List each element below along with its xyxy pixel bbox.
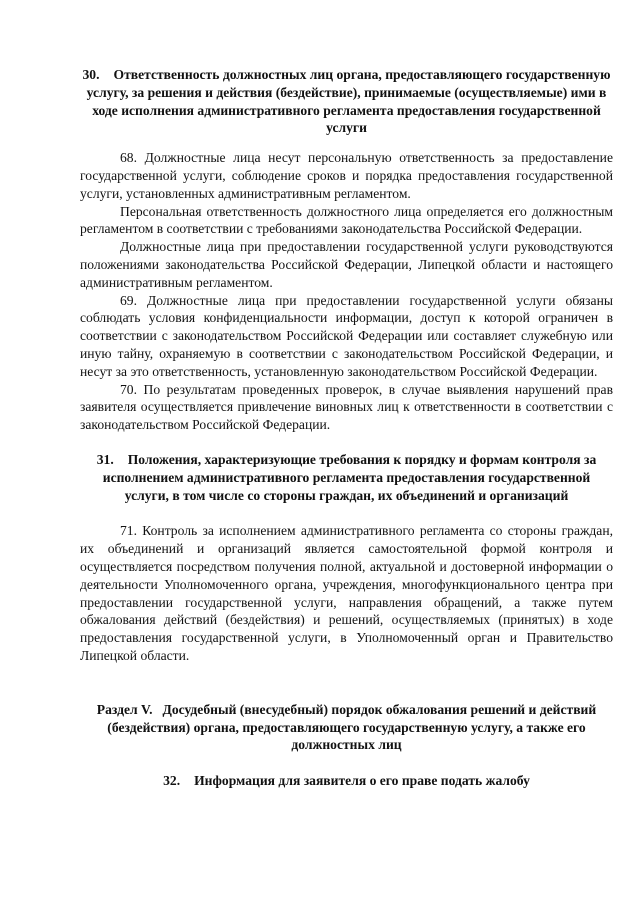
section-30-number: 30. <box>82 67 100 82</box>
section-31-title: Положения, характеризующие требования к порядку и формам контроля за исполнением административного регламента предоставления государственной услуги, в том числе со стороны граждан, их объединений и организаций <box>102 451 597 503</box>
section-31-number: 31. <box>96 451 114 467</box>
paragraph-68-guidance: Должностные лица при предоставлении государственной услуги руководствуются положениями законодательства Российской Федерации, Липецкой области и настоящего административным регламентом. <box>80 239 613 290</box>
section-30-heading <box>80 66 613 137</box>
chapter-v-label: Раздел V. <box>96 701 153 717</box>
paragraph-70: 70. По результатам проведенных проверок, в случае выявления нарушений прав заявителя осуществляется привлечение виновных лиц к ответственности в соответствии с законодательством Российской Федерации. <box>80 381 613 433</box>
section-31-heading <box>80 451 613 504</box>
section-30-title: Ответственность должностных лиц органа, предоставляющего государственную услугу, за решения и действия (бездействие), принимаемые (осуществляемые) ими в ходе исполнения административного регламента предоставления государственной услуги <box>86 67 611 136</box>
chapter-v-heading <box>80 701 613 754</box>
paragraph-71: 71. Контроль за исполнением административного регламента со стороны граждан, их объединений и организаций является самостоятельной формой контроля и осуществляется посредством получения полной, актуальной и достоверной информации о деятельности Уполномоченного органа, учреждения, многофункционального центра при предоставлении государственной услуги, направления обращений, а также путем обжалования действий (бездействия) и решений, осуществляемых (принятых) в ходе предоставления государственной услуги, в Уполномоченный орган и Правительство Липецкой области. <box>80 523 613 663</box>
chapter-v-title: Досудебный (внесудебный) порядок обжалования решений и действий (бездействия) органа, предоставляющего государственную услугу, а также его должностных лиц <box>107 701 597 753</box>
paragraph-69: 69. Должностные лица при предоставлении государственной услуги обязаны соблюдать условия конфиденциальности информации, доступ к которой ограничен в соответствии с законодательством Российской Федерации или составляет служебную или иную тайну, охраняемую в соответствии с законодательством Российской Федерации, и несут за это ответственность, установленную законодательством Российской Федерации. <box>80 292 613 379</box>
paragraph-68: 68. Должностные лица несут персональную ответственность за предоставление государственной услуги, соблюдение сроков и порядка предоставления государственной услуги, установленных административным регламентом. <box>80 150 613 201</box>
section-32-number: 32. <box>163 773 181 789</box>
section-32-title: Информация для заявителя о его праве подать жалобу <box>194 773 530 789</box>
paragraph-68-personal-responsibility: Персональная ответственность должностного лица определяется его должностным регламентом в соответствии с требованиями законодательства Российской Федерации. <box>80 203 613 237</box>
section-32-heading <box>80 772 613 790</box>
